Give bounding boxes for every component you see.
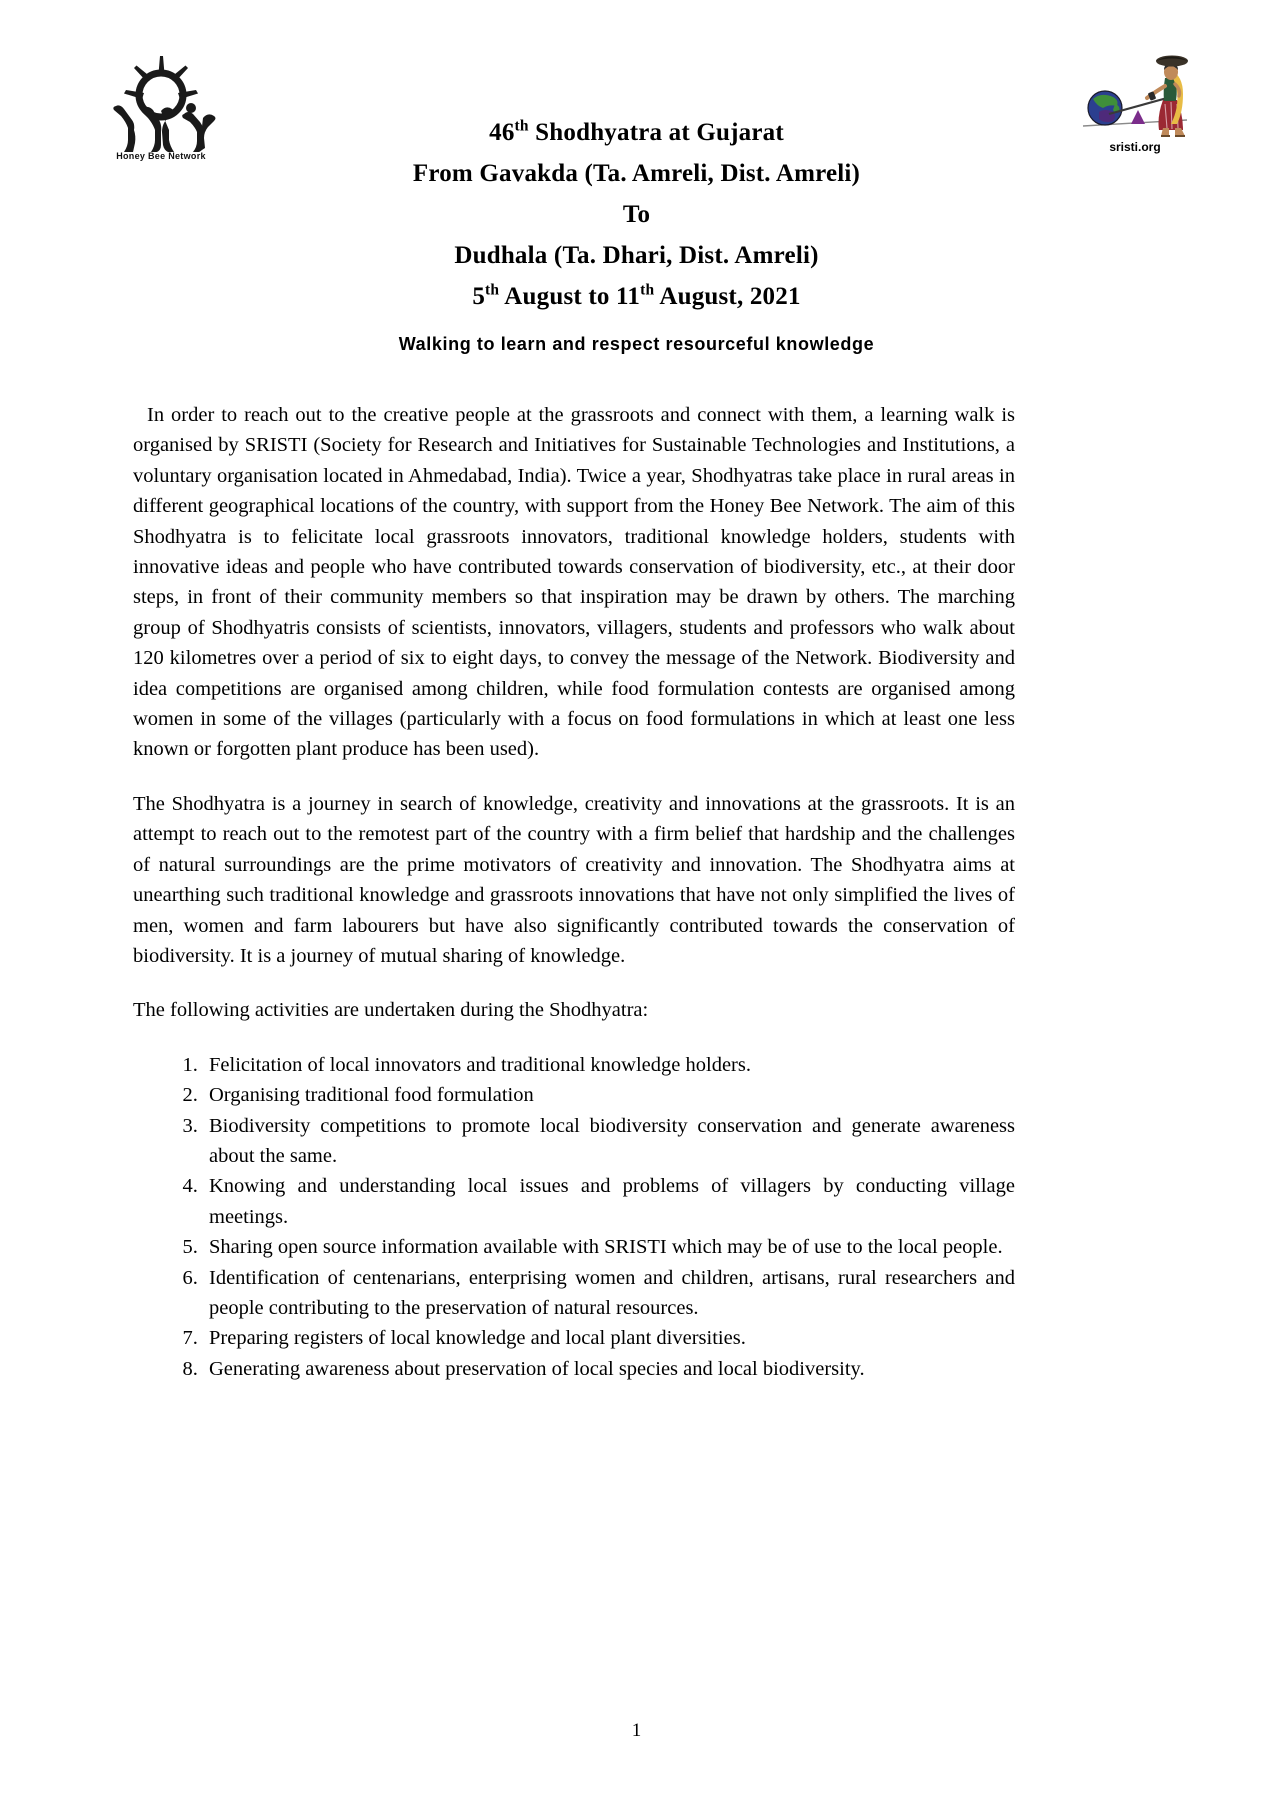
title-line-1-prefix: 46 <box>489 119 515 146</box>
date-start-ordinal: th <box>485 281 500 299</box>
date-start-day: 5 <box>472 283 486 310</box>
tagline: Walking to learn and respect resourceful knowledge <box>398 334 875 354</box>
title-line-1 <box>0 112 1273 153</box>
paragraph-activities-lead: The following activities are undertaken during the Shodhyatra: <box>133 999 649 1022</box>
paragraph-intro: In order to reach out to the creative people at the grassroots and connect with them, a learning walk is organised by SRISTI (Society for Research and Initiatives for Sustainable Technologies and Institutions, a voluntary organisation located in Ahmedabad, India). Twice a year, Shodhyatras take place in rural areas in different geographical locations of the country, with support from the Honey Bee Network. The aim of this Shodhyatra is to felicitate local grassroots innovators, traditional knowledge holders, students with innovative ideas and people who have contributed towards conservation of biodiversity, etc., at their door steps, in front of their community members so that inspiration may be drawn by others. The marching group of Shodhyatris consists of scientists, innovators, villagers, students and professors who walk about 120 kilometres over a period of six to eight days, to convey the message of the Network. Biodiversity and idea competitions are organised among children, while food formulation contests are organised among women in some of the villages (particularly with a focus on food formulations in which at least one less known or forgotten plant produce has been used). <box>133 404 1015 761</box>
document-header <box>0 0 1273 354</box>
title-line-4: Dudhala (Ta. Dhari, Dist. Amreli) <box>454 242 819 269</box>
list-item: 5. Sharing open source information available with SRISTI which may be of use to the local people. <box>203 1232 1015 1262</box>
list-item: 7. Preparing registers of local knowledge and local plant diversities. <box>203 1323 1015 1353</box>
title-line-1-ordinal: th <box>514 117 529 135</box>
title-line-3: To <box>622 201 651 228</box>
date-suffix: August, 2021 <box>654 283 801 310</box>
date-middle: August to 11 <box>499 283 641 310</box>
list-item: 2. Organising traditional food formulation <box>203 1080 1015 1110</box>
list-item: 4. Knowing and understanding local issues and problems of villagers by conducting village meetings. <box>203 1171 1015 1232</box>
list-item: 1. Felicitation of local innovators and traditional knowledge holders. <box>203 1050 1015 1080</box>
title-line-1-suffix: Shodhyatra at Gujarat <box>528 119 784 146</box>
page-number: 1 <box>631 1720 642 1741</box>
paragraph-journey: The Shodhyatra is a journey in search of knowledge, creativity and innovations at the grassroots. It is an attempt to reach out to the remotest part of the country with a firm belief that hardship and the challenges of natural surroundings are the prime motivators of creativity and innovation. The Shodhyatra aims at unearthing such traditional knowledge and grassroots innovations that have not only simplified the lives of men, women and farm labourers but have also significantly contributed towards the conservation of biodiversity. It is a journey of mutual sharing of knowledge. <box>133 792 1015 967</box>
list-item: 6. Identification of centenarians, enterprising women and children, artisans, rural researchers and people contributing to the preservation of natural resources. <box>203 1263 1015 1324</box>
title-block <box>0 112 1273 359</box>
document-body <box>133 400 1015 1384</box>
list-item: 8. Generating awareness about preservation of local species and local biodiversity. <box>203 1354 1015 1384</box>
sristi-caption: sristi.org <box>1109 140 1161 154</box>
date-end-ordinal: th <box>640 281 655 299</box>
title-date-line <box>0 276 1273 317</box>
list-item: 3. Biodiversity competitions to promote local biodiversity conservation and generate awareness about the same. <box>203 1111 1015 1172</box>
activities-list <box>133 1050 1015 1384</box>
honey-bee-network-caption: Honey Bee Network <box>116 151 206 161</box>
title-line-2: From Gavakda (Ta. Amreli, Dist. Amreli) <box>412 160 861 187</box>
